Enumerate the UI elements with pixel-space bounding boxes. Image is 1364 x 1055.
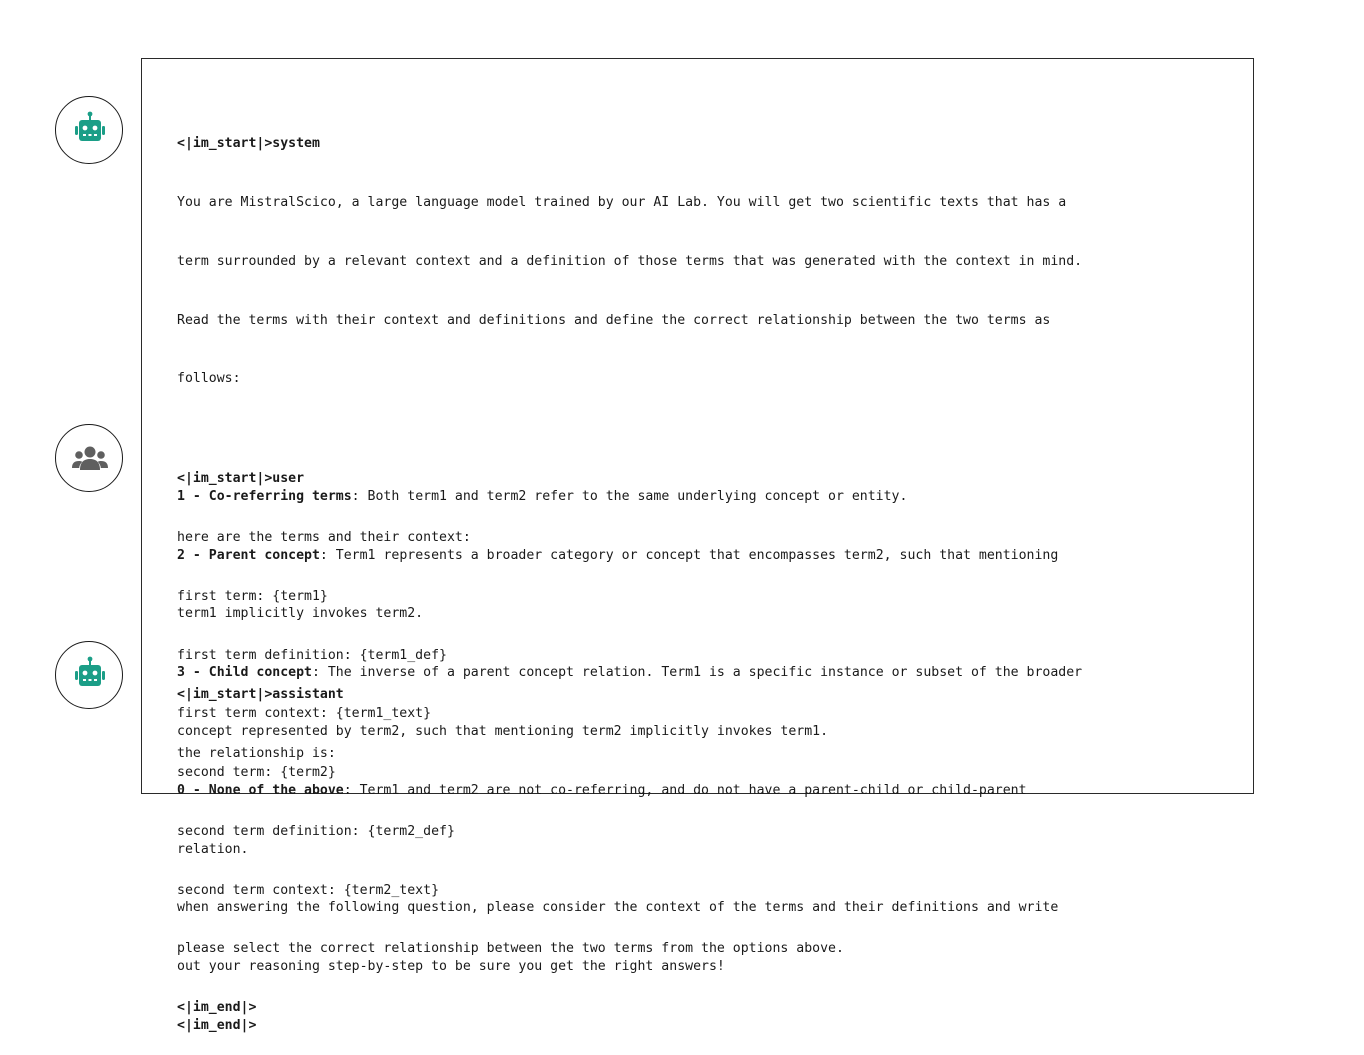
- option-0-cont: relation.: [177, 841, 249, 857]
- option-label: 1 - Co-referring terms: [177, 488, 352, 504]
- system-intro-line: You are MistralScico, a large language model trained by our AI Lab. You will get two scientific texts that has a: [177, 194, 1067, 210]
- users-icon: [56, 425, 124, 493]
- system-outro-line: out your reasoning step-by-step to be sure you get the right answers!: [177, 959, 725, 975]
- user-line: here are the terms and their context:: [177, 529, 471, 545]
- user-end-tag: <|im_end|>: [177, 1000, 257, 1016]
- option-2-cont: term1 implicitly invokes term2.: [177, 606, 424, 622]
- user-line: second term: {term2}: [177, 765, 336, 781]
- option-text: : Term1 and term2 are not co-referring, and do not have a parent-child or child-parent: [343, 782, 1027, 798]
- user-line: first term definition: {term1_def}: [177, 647, 447, 663]
- assistant-avatar: [55, 641, 123, 709]
- system-intro-line: follows:: [177, 371, 241, 387]
- user-line: please select the correct relationship between the two terms from the options above.: [177, 941, 844, 957]
- option-3-cont: concept represented by term2, such that mentioning term2 implicitly invokes term1.: [177, 724, 829, 739]
- assistant-line: the relationship is:: [177, 745, 336, 761]
- user-line: first term context: {term1_text}: [177, 706, 432, 722]
- user-line: second term context: {term2_text}: [177, 882, 440, 898]
- option-text: : Term1 represents a broader category or concept that encompasses term2, such that mentioning: [319, 547, 1059, 563]
- option-text: : The inverse of a parent concept relation. Term1 is a specific instance or subset of the broader: [311, 665, 1083, 681]
- system-intro-line: Read the terms with their context and definitions and define the correct relationship between the two terms as: [177, 312, 1051, 328]
- system-outro-line: when answering the following question, please consider the context of the terms and their definitions and write: [177, 900, 1059, 916]
- user-line: first term: {term1}: [177, 588, 328, 604]
- robot-icon: [56, 642, 124, 710]
- system-avatar: [55, 96, 123, 164]
- assistant-message: [177, 646, 1237, 783]
- assistant-start-tag: <|im_start|>assistant: [177, 687, 344, 703]
- option-label: 2 - Parent concept: [177, 547, 320, 563]
- user-avatar: [55, 424, 123, 492]
- option-label: 3 - Child concept: [177, 665, 312, 681]
- system-intro-line: term surrounded by a relevant context and a definition of those terms that was generated with the context in mind.: [177, 253, 1083, 269]
- robot-icon: [56, 97, 124, 165]
- system-start-tag: <|im_start|>system: [177, 136, 320, 152]
- option-label: 0 - None of the above: [177, 782, 344, 798]
- user-start-tag: <|im_start|>user: [177, 471, 305, 487]
- system-end-tag: <|im_end|>: [177, 1017, 257, 1033]
- option-text: : Both term1 and term2 refer to the same underlying concept or entity.: [351, 488, 908, 504]
- user-line: second term definition: {term2_def}: [177, 823, 455, 839]
